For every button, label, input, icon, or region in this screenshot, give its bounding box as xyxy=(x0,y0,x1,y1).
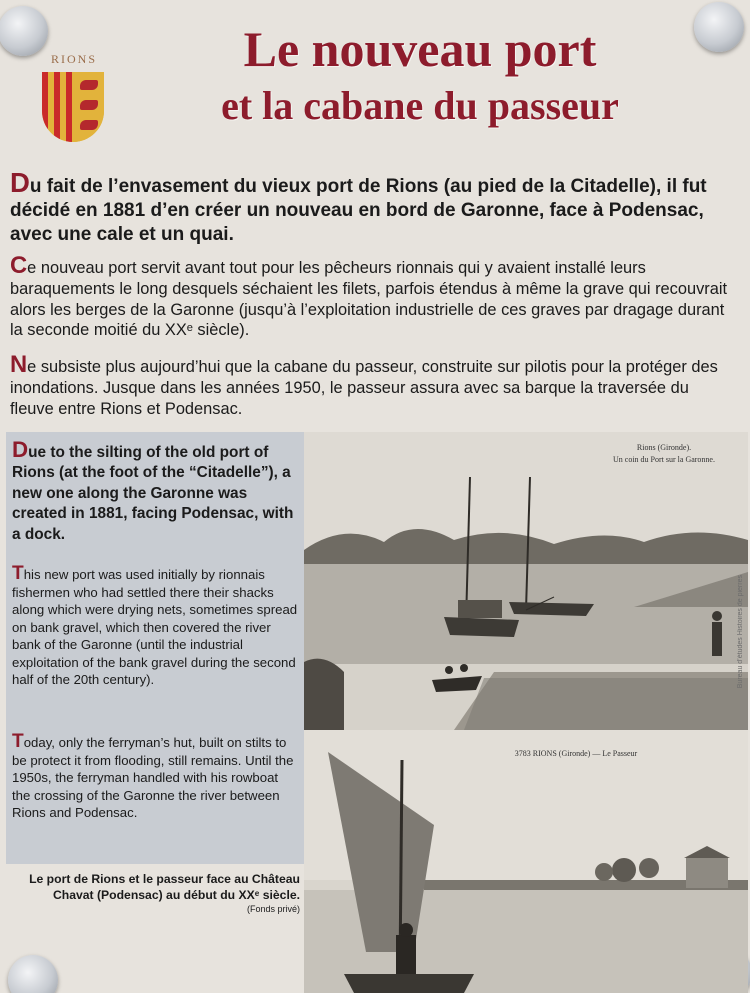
drop-initial: C xyxy=(10,252,28,279)
bolt-bottom-left-icon xyxy=(8,955,58,993)
drop-initial: D xyxy=(10,167,30,198)
french-paragraph-1 xyxy=(10,167,730,247)
english-paragraph-1 xyxy=(12,437,298,545)
crest-town-label: RIONS xyxy=(50,52,97,66)
side-credit: Bureau d’études Histoires de pierres xyxy=(737,575,744,689)
english-paragraph-2 xyxy=(12,563,298,689)
paragraph-text: his new port was used initially by rionnais fishermen who had settled there their shacks along which were drying nets, sometimes spread on bank gravel, which then covered the river bank of the Garonne (until the industrial exploitation of the bank gravel during the second half of the 20th century). xyxy=(12,567,298,688)
photo-caption xyxy=(12,872,300,915)
paragraph-text: u fait de l’envasement du vieux port de Rions (au pied de la Citadelle), il fut décidé en 1881 d’en créer un nouveau en bord de Garonne, face à Podensac, avec une cale et un quai. xyxy=(10,176,707,246)
caption-credit: (Fonds privé) xyxy=(246,903,300,914)
title-line-2: et la cabane du passeur xyxy=(221,83,619,128)
coat-of-arms xyxy=(38,44,110,154)
drop-initial: N xyxy=(10,351,28,378)
english-paragraph-3 xyxy=(12,731,298,822)
postcard-header-line-2: Un coin du Port sur la Garonne. xyxy=(613,455,715,464)
french-paragraph-3 xyxy=(10,351,730,419)
drop-initial: D xyxy=(12,437,29,462)
crest-stripes xyxy=(42,72,73,142)
title-line-1: Le nouveau port xyxy=(243,21,597,77)
paragraph-text: ue to the silting of the old port of Rions (at the foot of the “Citadelle”), a new one along the Garonne was created in 1881, facing Podensac, with a dock. xyxy=(12,444,294,543)
figure-on-bank-icon xyxy=(712,611,722,656)
french-paragraph-2 xyxy=(10,252,730,341)
ferryman-scene xyxy=(304,730,748,993)
drop-initial: T xyxy=(12,563,24,584)
paragraph-text: e subsiste plus aujourd’hui que la cabane du passeur, construite sur pilotis pour la protéger des inondations. Jusque dans les années 1950, le passeur assura avec sa barque la traversée du fleuve entre Rions et Podensac. xyxy=(10,358,718,418)
postcard-port-photo xyxy=(304,432,748,730)
paragraph-text: e nouveau port servit avant tout pour les pêcheurs rionnais qui y avaient installé leurs baraquements le long desquels séchaient les filets, parfois étendus à même la grave qui recouvrait alors les berges de la Garonne (jusqu’à l’exploitation industrielle de ces graves par dragage durant la seconde moitié du XXᵉ siècle). xyxy=(10,259,728,340)
crest-lions xyxy=(73,72,104,142)
postcard-header-line-1: Rions (Gironde). xyxy=(636,443,692,452)
port-scene xyxy=(304,432,748,730)
caption-text: Le port de Rions et le passeur face au Château Chavat (Podensac) au début du XXᵉ siècle. xyxy=(29,872,300,902)
postcard-ferryman-photo xyxy=(304,730,748,993)
paragraph-text: oday, only the ferryman’s hut, built on stilts to be protect it from flooding, still remains. Until the 1950s, the ferryman handled with his rowboat the crossing of the Garonne the river between Rions and Podensac. xyxy=(12,735,294,821)
rions-coat-of-arms-icon xyxy=(42,72,104,142)
drop-initial: T xyxy=(12,731,24,752)
postcard-bottom-header: 3783 RIONS (Gironde) — Le Passeur xyxy=(514,749,638,758)
rowboat-icon xyxy=(432,664,482,692)
